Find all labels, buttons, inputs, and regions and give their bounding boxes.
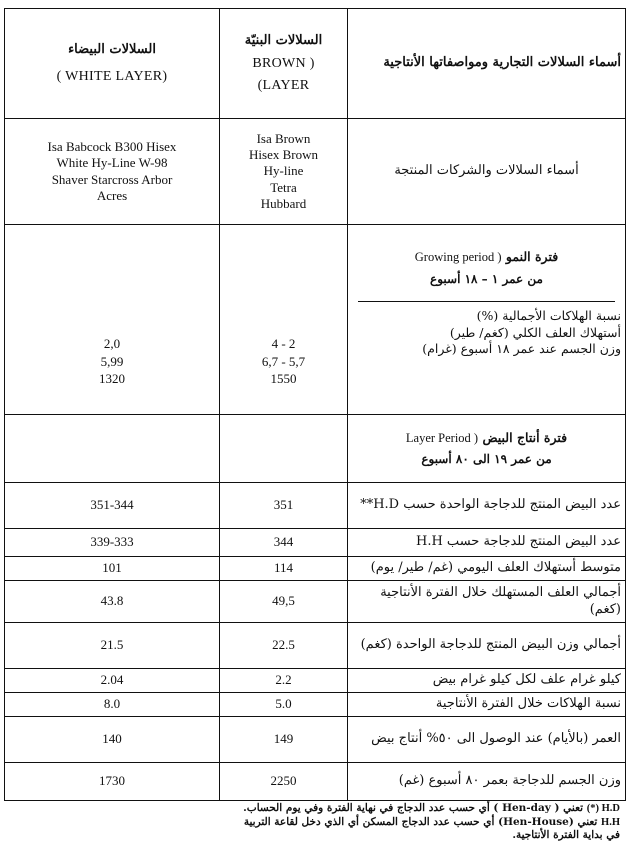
breed-names-label bbox=[348, 119, 626, 225]
white-value: 339-333 bbox=[5, 529, 220, 557]
footnote-hd-key: H.D (*) bbox=[586, 803, 620, 814]
growing-metric-label: أستهلاك العلف الكلي (كغم/ طير) bbox=[449, 324, 621, 340]
brown-value: 344 bbox=[220, 529, 348, 557]
metric-label: نسبة الهلاكات خلال الفترة الأنتاجية bbox=[348, 693, 626, 717]
growing-title-ar: فترة النمو bbox=[505, 249, 559, 264]
brown-breed-line: Hubbard bbox=[260, 195, 307, 211]
growing-title-en: ( Growing period bbox=[414, 250, 502, 264]
table-row bbox=[5, 529, 626, 557]
brown-value: 351 bbox=[220, 483, 348, 529]
growing-brown-values bbox=[220, 225, 348, 415]
metric-label: أجمالي وزن البيض المنتج للدجاجة الواحدة (كغم) bbox=[348, 623, 626, 669]
white-value: 140 bbox=[5, 717, 220, 763]
growing-metric-label: وزن الجسم عند عمر ١٨ أسبوع (غرام) bbox=[422, 341, 621, 357]
header-row bbox=[5, 9, 626, 119]
growing-white-value: 5,99 bbox=[100, 353, 124, 369]
brown-layer-header bbox=[220, 9, 348, 119]
white-value: 43.8 bbox=[5, 581, 220, 623]
spec-header bbox=[348, 9, 626, 119]
layer-breeds-table bbox=[4, 8, 626, 801]
metric-label: عدد البيض المنتج للدجاجة الواحدة حسب H.D** bbox=[348, 483, 626, 529]
metric-label: عدد البيض المنتج للدجاجة حسب H.H bbox=[348, 529, 626, 557]
table-row bbox=[5, 483, 626, 529]
growing-period-spec bbox=[348, 225, 626, 415]
table-row bbox=[5, 581, 626, 623]
layer-period-white-empty bbox=[5, 415, 220, 483]
table-row bbox=[5, 693, 626, 717]
table-row bbox=[5, 557, 626, 581]
white-breed-line: Shaver Starcross Arbor bbox=[51, 171, 173, 187]
table-row bbox=[5, 669, 626, 693]
growing-brown-value: 1550 bbox=[270, 371, 297, 387]
white-layer-header bbox=[5, 9, 220, 119]
spec-header-title: أسماء السلالات التجارية ومواصفاتها الأنتاجية bbox=[383, 55, 621, 71]
growing-metrics bbox=[352, 308, 621, 359]
footnote-hh-key: H.H bbox=[601, 816, 620, 828]
brown-layer-en-2: (LAYER bbox=[257, 77, 310, 93]
brown-value: 49,5 bbox=[220, 581, 348, 623]
table-row bbox=[5, 717, 626, 763]
layer-title-en: ( Layer Period bbox=[405, 430, 479, 445]
footnote-hh-text: تعني (Hen-House) أي حسب عدد الدجاج المسكن أي الذي دخل لقاعة التربية في بداية الفترة الأنتاجية. bbox=[243, 815, 620, 842]
white-value: 1730 bbox=[5, 763, 220, 801]
layer-period-row bbox=[5, 415, 626, 483]
brown-value: 149 bbox=[220, 717, 348, 763]
white-value: 351-344 bbox=[5, 483, 220, 529]
brown-value: 2.2 bbox=[220, 669, 348, 693]
breed-names-row bbox=[5, 119, 626, 225]
brown-breed-line: Isa Brown bbox=[256, 130, 311, 146]
brown-breed-line: Hisex Brown bbox=[249, 147, 318, 163]
layer-title-ar: فترة أنتاج البيض bbox=[482, 429, 568, 445]
footnote-hd bbox=[240, 802, 620, 816]
white-breed-line: Isa Babcock B300 Hisex bbox=[47, 139, 177, 154]
layer-period-brown-empty bbox=[220, 415, 348, 483]
growing-period-title bbox=[352, 249, 621, 266]
breed-names-label-text: أسماء السلالات والشركات المنتجة bbox=[394, 163, 579, 179]
metric-label: العمر (بالأيام) عند الوصول الى ٥٠% أنتاج بيض bbox=[348, 717, 626, 763]
white-value: 2.04 bbox=[5, 669, 220, 693]
footnote-hh bbox=[240, 816, 620, 843]
white-layer-en: ( WHITE LAYER) bbox=[56, 68, 168, 84]
metric-label: كيلو غرام علف لكل كيلو غرام بيض bbox=[348, 669, 626, 693]
metric-label: وزن الجسم للدجاجة بعمر ٨٠ أسبوع (غم) bbox=[348, 763, 626, 801]
layer-period-subtitle: من عمر ١٩ الى ٨٠ أسبوع bbox=[421, 452, 552, 467]
brown-breed-line: Hy-line bbox=[263, 163, 304, 179]
growing-white-values bbox=[5, 225, 220, 415]
brown-breed-names bbox=[220, 119, 348, 225]
brown-value: 114 bbox=[220, 557, 348, 581]
growing-period-subtitle: من عمر ١ – ١٨ أسبوع bbox=[430, 271, 543, 286]
growing-metric-label: نسبة الهلاكات الأجمالية (%) bbox=[476, 307, 621, 323]
layer-period-spec bbox=[348, 415, 626, 483]
table-row bbox=[5, 763, 626, 801]
growing-divider bbox=[358, 301, 615, 302]
growing-brown-value: 4 - 2 bbox=[271, 336, 296, 352]
white-breed-line: White Hy-Line W-98 bbox=[56, 155, 168, 171]
growing-white-value: 1320 bbox=[99, 371, 125, 387]
table-row bbox=[5, 623, 626, 669]
metric-label: أجمالي العلف المستهلك خلال الفترة الأنتاجية (كغم) bbox=[348, 581, 626, 623]
brown-value: 22.5 bbox=[220, 623, 348, 669]
brown-breed-line: Tetra bbox=[270, 179, 297, 195]
footnotes bbox=[240, 802, 620, 843]
white-value: 8.0 bbox=[5, 693, 220, 717]
growing-period-row bbox=[5, 225, 626, 415]
white-value: 101 bbox=[5, 557, 220, 581]
white-breed-names bbox=[5, 119, 220, 225]
brown-layer-title: السلالات البنيّة bbox=[244, 32, 323, 48]
growing-white-value: 2,0 bbox=[103, 336, 121, 352]
layer-period-title bbox=[352, 430, 621, 447]
white-breed-line: Acres bbox=[96, 187, 128, 203]
growing-brown-value: 6,7 - 5,7 bbox=[261, 353, 306, 369]
white-layer-title: السلالات البيضاء bbox=[68, 41, 156, 57]
brown-value: 2250 bbox=[220, 763, 348, 801]
white-value: 21.5 bbox=[5, 623, 220, 669]
brown-layer-en-1: BROWN ) bbox=[252, 56, 315, 72]
footnote-hd-text: تعني ( Hen-day ) أي حسب عدد الدجاج في نهاية الفترة وفي يوم الحساب. bbox=[243, 802, 584, 814]
brown-value: 5.0 bbox=[220, 693, 348, 717]
metric-label: متوسط أستهلاك العلف اليومي (غم/ طير/ يوم) bbox=[348, 557, 626, 581]
